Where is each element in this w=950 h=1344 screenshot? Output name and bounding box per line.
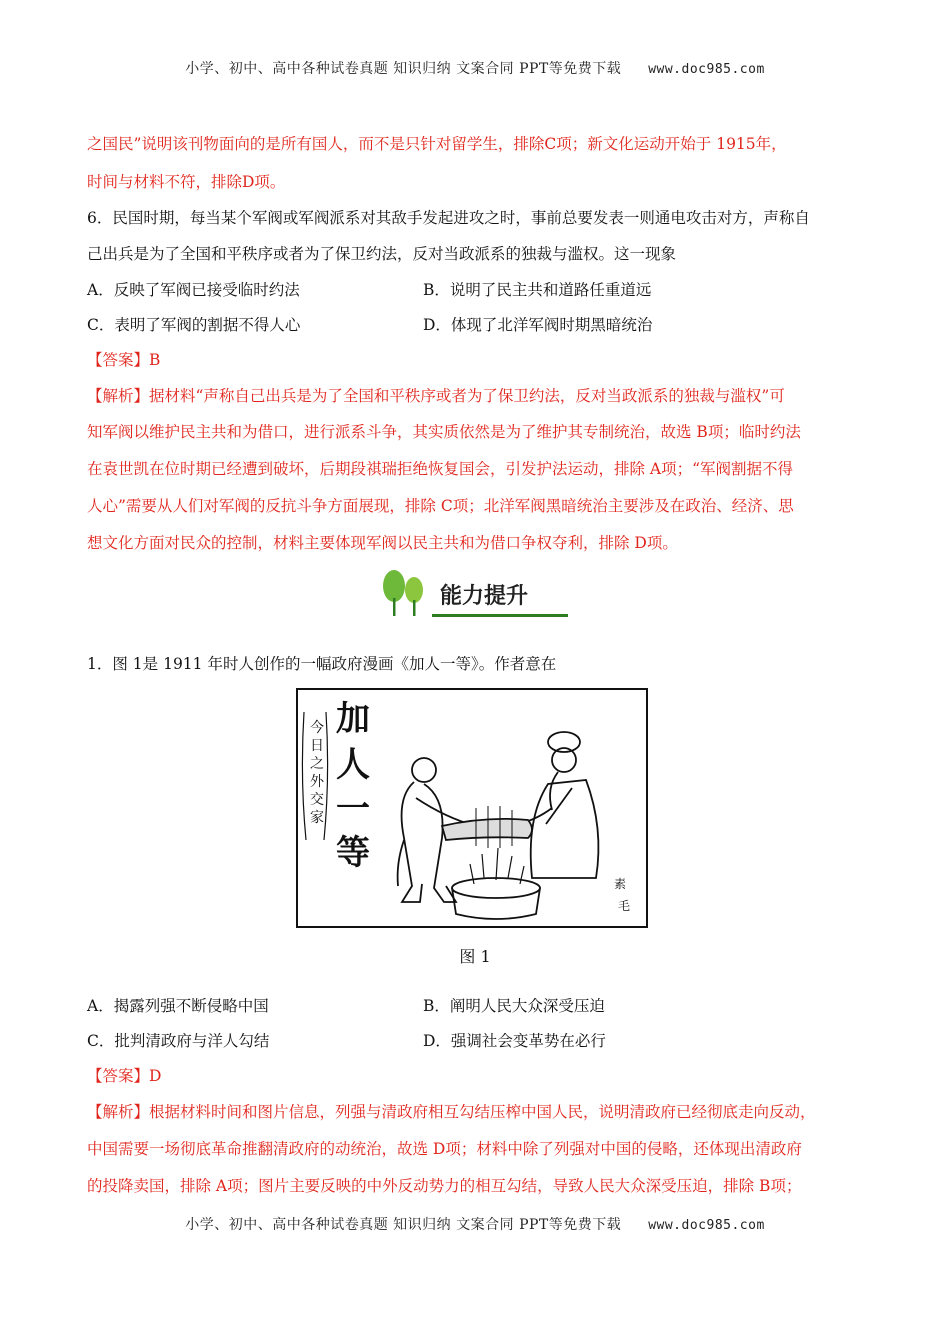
q6-explanation-line-2: 知军阀以维护民主共和为借口，进行派系斗争，其实质依然是为了维护其专制统治，故选 B项；临时约法 [87, 423, 801, 441]
q1-explanation-line-2: 中国需要一场彻底革命推翻清政府的动统治，故选 D项；材料中除了列强对中国的侵略，还体现出清政府 [87, 1140, 802, 1158]
section-title: 能力提升 [440, 584, 529, 609]
cartoon-title-char-1: 加 [336, 699, 370, 739]
q1-explanation-line-1: 【解析】根据材料时间和图片信息，列强与清政府相互勾结压榨中国人民，说明清政府已经彻底走向反动， [87, 1103, 816, 1121]
page-header [0, 58, 950, 78]
section-underline [432, 614, 568, 617]
cartoon-subtitle-char-1: 今 [310, 720, 324, 736]
q1-stem: 1．图 1是 1911 年时人创作的一幅政府漫画《加人一等》。作者意在 [87, 655, 557, 673]
q6-options-row-1 [87, 278, 877, 300]
header-text: 小学、初中、高中各种试卷真题 知识归纳 文案合同 PPT等免费下载 [185, 61, 622, 77]
header-url[interactable]: www.doc985.com [648, 62, 765, 77]
q1-option-a: A．揭露列强不断侵略中国 [87, 997, 269, 1015]
q6-stem-line-2: 己出兵是为了全国和平秩序或者为了保卫约法，反对当政派系的独裁与滥权。这一现象 [87, 245, 677, 263]
q6-explanation-line-1: 【解析】据材料“声称自己出兵是为了全国和平秩序或者为了保卫约法，反对当政派系的独裁与滥权”可 [87, 387, 785, 405]
q6-explanation-line-5: 想文化方面对民众的控制，材料主要体现军阀以民主共和为借口争权夺利，排除 D项。 [87, 534, 678, 552]
cartoon-title-char-3: 一 [336, 789, 370, 829]
q1-options-row-1 [87, 994, 877, 1016]
cartoon-title-char-4: 等 [336, 833, 370, 873]
cartoon-subtitle-char-2: 日 [310, 738, 324, 754]
cartoon-title-char-2: 人 [336, 745, 370, 785]
q6-stem-line-1: 6．民国时期，每当某个军阀或军阀派系对其敌手发起进攻之时，事前总要发表一则通电攻击对方，声称自 [87, 209, 810, 227]
q6-explanation-line-3: 在袁世凯在位时期已经遭到破坏，后期段祺瑞拒绝恢复国会，引发护法运动，排除 A项；“军阀割据不得 [87, 460, 794, 478]
cartoon-subtitle-char-4: 外 [310, 774, 324, 790]
page-footer [0, 1214, 950, 1234]
prev-explanation-line-2: 时间与材料不符，排除D项。 [87, 173, 286, 191]
q6-answer: 【答案】B [87, 351, 161, 369]
q1-option-c: C．批判清政府与洋人勾结 [87, 1032, 270, 1050]
q1-option-b: B．阐明人民大众深受压迫 [423, 997, 605, 1015]
q6-explanation-line-4: 人心”需要从人们对军阀的反抗斗争方面展现，排除 C项；北洋军阀黑暗统治主要涉及在政治、经济、思 [87, 497, 794, 515]
cartoon-signature-char-1: 素 [614, 877, 627, 891]
section-banner [378, 564, 573, 620]
figure-caption: 图 1 [459, 947, 491, 966]
cartoon-signature-char-2: 毛 [618, 899, 631, 913]
footer-url[interactable]: www.doc985.com [648, 1218, 765, 1233]
prev-explanation-line-1: 之国民”说明该刊物面向的是所有国人，而不是只针对留学生，排除C项；新文化运动开始于 1915年， [87, 135, 787, 153]
cartoon-subtitle-char-6: 家 [310, 810, 324, 826]
q1-option-d: D．强调社会变革势在必行 [423, 1032, 606, 1050]
q1-explanation-line-3: 的投降卖国，排除 A项；图片主要反映的中外反动势力的相互勾结，导致人民大众深受压迫，排除 B项； [87, 1177, 802, 1195]
cartoon-subtitle-char-5: 交 [310, 792, 324, 808]
q6-option-d: D．体现了北洋军阀时期黑暗统治 [423, 316, 653, 334]
footer-text: 小学、初中、高中各种试卷真题 知识归纳 文案合同 PPT等免费下载 [185, 1217, 622, 1233]
q6-option-b: B．说明了民主共和道路任重道远 [423, 281, 652, 299]
q6-option-c: C．表明了军阀的割据不得人心 [87, 316, 301, 334]
cartoon-image [296, 688, 648, 928]
tree-icon [383, 570, 423, 616]
q6-options-row-2 [87, 313, 877, 335]
q1-options-row-2 [87, 1029, 877, 1051]
cartoon-subtitle-char-3: 之 [310, 756, 324, 772]
q1-answer: 【答案】D [87, 1067, 162, 1085]
q6-option-a: A．反映了军阀已接受临时约法 [87, 281, 300, 299]
